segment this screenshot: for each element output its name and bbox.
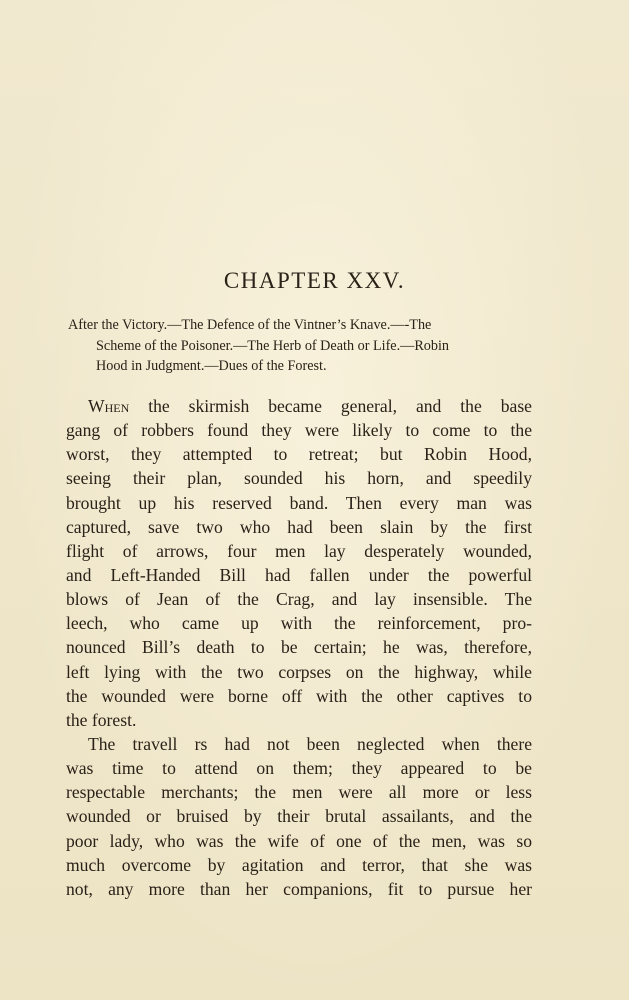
- paragraph-2-line: was time to attend on them; they appeared to be: [66, 758, 532, 779]
- paragraph-2-line: wounded or bruised by their brutal assailants, and the: [66, 806, 532, 827]
- paragraph-1-line: flight of arrows, four men lay desperately wounded,: [66, 540, 532, 561]
- paragraph-2-line: not, any more than her companions, fit to pursue her: [66, 878, 532, 899]
- paragraph-1-line: brought up his reserved band. Then every man was: [66, 492, 532, 513]
- paragraph-2-line: The travell rs had not been neglected when there: [88, 733, 532, 754]
- paragraph-1-line: the wounded were borne off with the other captives to: [66, 685, 532, 706]
- text-fragment: the skirmish became general, and the base: [148, 396, 532, 416]
- paragraph-2-line: poor lady, who was the wife of one of the men, was so: [66, 830, 532, 851]
- paragraph-1-line: captured, save two who had been slain by the first: [66, 516, 532, 537]
- chapter-synopsis: [68, 315, 532, 377]
- paragraph-1-line: worst, they attempted to retreat; but Robin Hood,: [66, 444, 532, 465]
- body-text: [66, 394, 532, 901]
- paragraph-1-line: seeing their plan, sounded his horn, and speedily: [66, 468, 532, 489]
- paragraph-2-line: much overcome by agitation and terror, that she was: [66, 854, 532, 875]
- synopsis-line: Hood in Judgment.—Dues of the Forest.: [96, 358, 327, 374]
- synopsis-line: Scheme of the Poisoner.—The Herb of Death or Life.—Robin: [96, 337, 450, 354]
- paragraph-1-line: and Left-Handed Bill had fallen under the powerful: [66, 564, 532, 585]
- chapter-title: CHAPTER XXV.: [223, 268, 406, 293]
- paragraph-1-line: nounced Bill’s death to be certain; he was, therefore,: [66, 637, 532, 658]
- paragraph-1-line: left lying with the two corpses on the highway, while: [66, 661, 532, 682]
- paragraph-1-line-first: [66, 394, 532, 418]
- synopsis-line: After the Victory.—The Defence of the Vintner’s Knave.—-The: [68, 317, 432, 333]
- paragraph-2-line: respectable merchants; the men were all more or less: [66, 782, 532, 803]
- lead-word: When: [88, 396, 130, 416]
- paragraph-1-line: leech, who came up with the reinforcement, pro-: [66, 613, 532, 634]
- paragraph-1-line: gang of robbers found they were likely to come to the: [66, 420, 532, 441]
- paragraph-1-line: the forest.: [66, 709, 137, 730]
- paragraph-1-line: blows of Jean of the Crag, and lay insensible. The: [66, 589, 532, 610]
